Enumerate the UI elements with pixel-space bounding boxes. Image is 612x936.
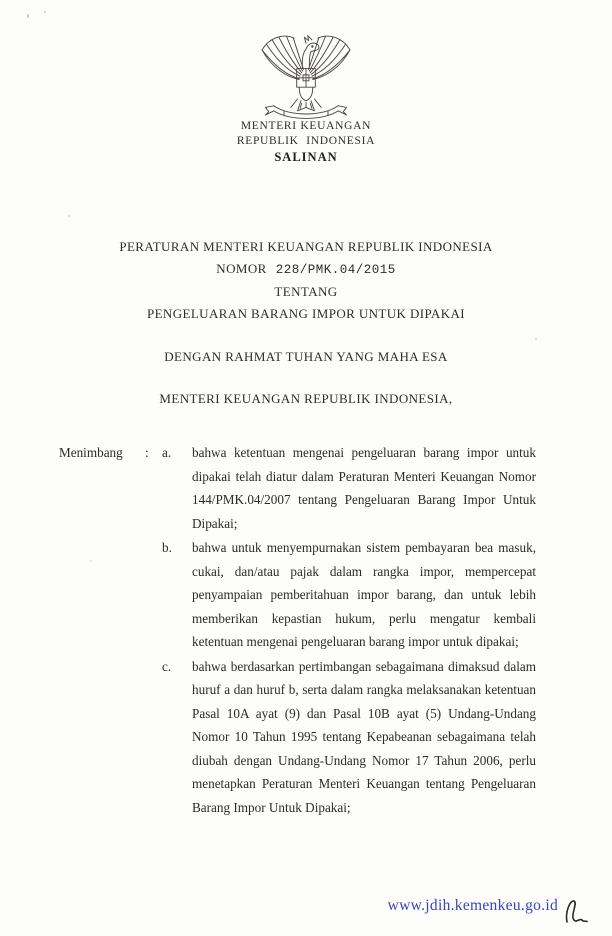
jdih-website-link[interactable]: www.jdih.kemenkeu.go.id <box>387 897 558 914</box>
menimbang-colon: : <box>145 445 149 460</box>
nomor-value: 228/PMK.04/2015 <box>275 262 396 277</box>
copy-stamp-label: SALINAN <box>274 150 338 164</box>
consideration-item-c <box>162 655 536 820</box>
title-block <box>0 236 612 409</box>
regulation-subject: PENGELUARAN BARANG IMPOR UNTUK DIPAKAI <box>146 305 466 321</box>
item-marker: b. <box>162 540 172 555</box>
considerations-section <box>59 441 536 820</box>
nomor-label: NOMOR <box>216 260 267 276</box>
item-text: bahwa ketentuan mengenai pengeluaran barang impor untuk dipakai telah diatur dalam Peraturan Menteri Keuangan Nomor 144/PMK.04/2007 tentang Pengeluaran Barang Impor Untuk Dipakai; <box>192 445 536 531</box>
considerations-list <box>162 441 536 820</box>
item-text: bahwa untuk menyempurnakan sistem pembayaran bea masuk, cukai, dan/atau pajak dalam rangka impor, mempercepat penyampaian pemberitahuan impor barang, dan untuk lebih memberikan kepastian hukum, perlu mengatur kembali ketentuan mengenai pengeluaran barang impor untuk dipakai; <box>192 540 536 649</box>
item-marker: a. <box>162 445 172 460</box>
item-text: bahwa berdasarkan pertimbangan sebagaimana dimaksud dalam huruf a dan huruf b, serta dalam rangka melaksanakan ketentuan Pasal 10A ayat (9) dan Pasal 10B ayat (5) Undang-Undang Nomor 10 Tahun 1995 tentang Kepabeanan sebagaimana telah diubah dengan Undang-Undang Nomor 17 Tahun 2006, perlu menetapkan Peraturan Menteri Keuangan tentang Pengeluaran Barang Impor Untuk Dipakai; <box>192 658 536 815</box>
scan-speck <box>68 215 70 217</box>
consideration-item-b <box>162 536 536 654</box>
menimbang-label: Menimbang <box>59 445 123 460</box>
item-marker: c. <box>162 658 172 674</box>
regulation-title: PERATURAN MENTERI KEUANGAN REPUBLIK INDONESIA <box>119 239 493 254</box>
regulation-number-line <box>0 258 612 282</box>
footer <box>0 897 558 915</box>
scan-speck <box>27 14 29 18</box>
considerations-row <box>59 441 536 820</box>
letterhead <box>0 119 612 148</box>
scan-speck <box>535 338 537 340</box>
consideration-item-a <box>162 441 536 535</box>
garuda-pancasila-emblem <box>255 33 357 121</box>
garuda-emblem-drawing <box>255 33 357 121</box>
scan-speck <box>44 11 46 13</box>
letterhead-ministry: MENTERI KEUANGAN <box>240 120 372 132</box>
letterhead-republic: REPUBLIK INDONESIA <box>236 134 376 147</box>
invocation-line: DENGAN RAHMAT TUHAN YANG MAHA ESA <box>164 348 448 364</box>
scan-speck <box>90 560 92 562</box>
authority-line: MENTERI KEUANGAN REPUBLIK INDONESIA, <box>159 390 453 406</box>
paraph-squiggle <box>563 896 589 928</box>
tentang-label: TENTANG <box>274 284 338 299</box>
handwritten-paraph-mark <box>563 896 589 928</box>
